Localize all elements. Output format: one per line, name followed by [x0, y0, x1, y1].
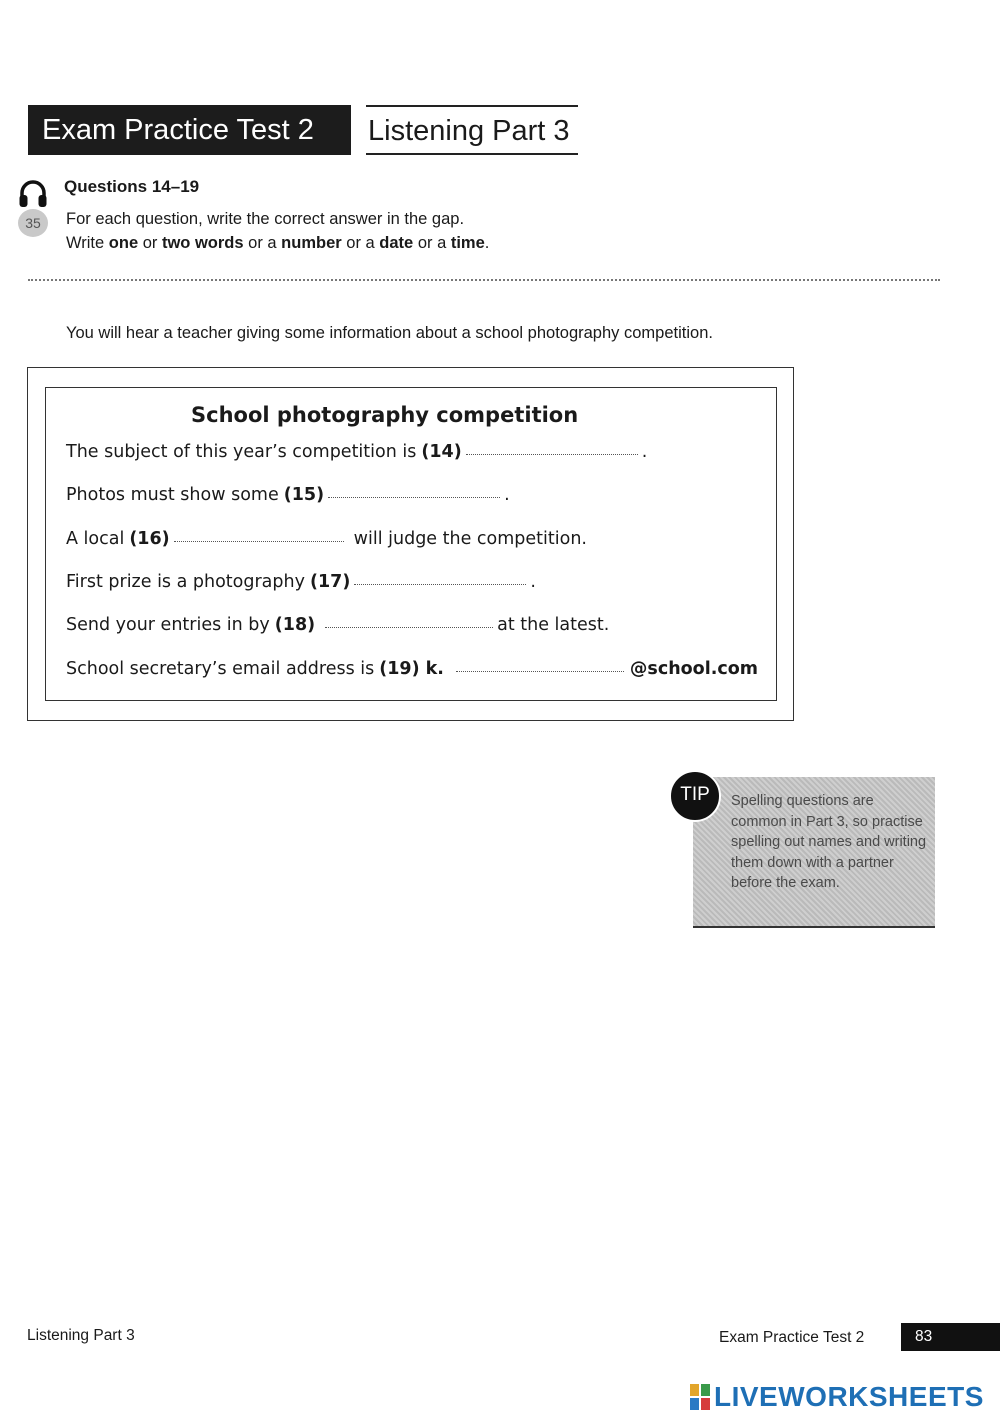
section-divider	[28, 279, 940, 281]
question-number-14: (14)	[421, 442, 462, 462]
audio-track-number: 35	[18, 209, 48, 237]
logo-tile	[701, 1398, 710, 1410]
form-line-19: School secretary’s email address is (19) k. @school.com	[66, 659, 758, 679]
answer-gap-18[interactable]	[325, 627, 493, 628]
logo-tile	[690, 1384, 699, 1396]
footer-section-label: Listening Part 3	[27, 1327, 135, 1344]
test-title: Exam Practice Test 2	[28, 105, 351, 155]
question-number-16: (16)	[129, 529, 170, 549]
answer-gap-14[interactable]	[466, 454, 638, 455]
questions-range: Questions 14–19	[64, 177, 200, 196]
tip-text: Spelling questions are common in Part 3, so practise spelling out names and writing them down with a partner before the exam.	[731, 793, 927, 891]
answer-gap-17[interactable]	[354, 584, 526, 585]
liveworksheets-logo	[690, 1381, 984, 1413]
form-line-15: Photos must show some (15) .	[66, 485, 510, 505]
form-line-14: The subject of this year’s competition is (14) .	[66, 442, 648, 462]
question-number-19: (19)	[379, 659, 420, 679]
email-prefix: k.	[425, 659, 444, 679]
form-line-17: First prize is a photography (17) .	[66, 572, 536, 592]
headphones-icon	[17, 178, 49, 210]
footer-test-label: Exam Practice Test 2	[719, 1329, 865, 1346]
instruction-line-1: For each question, write the correct answer in the gap.	[66, 210, 465, 228]
question-number-18: (18)	[274, 615, 316, 635]
intro-text: You will hear a teacher giving some information about a school photography competition.	[66, 324, 713, 342]
form-line-16: A local (16) will judge the competition.	[66, 529, 587, 549]
question-number-15: (15)	[283, 485, 325, 505]
logo-tile	[690, 1398, 699, 1410]
instruction-line-2: Write one or two words or a number or a date or a time.	[66, 234, 490, 252]
logo-mark-icon	[690, 1384, 710, 1410]
logo-text: LIVEWORKSHEETS	[714, 1381, 984, 1412]
form-title: School photography competition	[191, 403, 579, 427]
answer-gap-16[interactable]	[174, 541, 344, 542]
form-line-18: Send your entries in by (18) at the latest.	[66, 615, 610, 635]
answer-gap-15[interactable]	[328, 497, 500, 498]
logo-tile	[701, 1384, 710, 1396]
answer-gap-19[interactable]	[456, 671, 624, 672]
email-domain: @school.com	[629, 659, 758, 679]
page-number: 83	[901, 1323, 1000, 1351]
part-title: Listening Part 3	[366, 105, 578, 155]
question-number-17: (17)	[309, 572, 351, 592]
tip-badge: TIP	[669, 770, 721, 822]
